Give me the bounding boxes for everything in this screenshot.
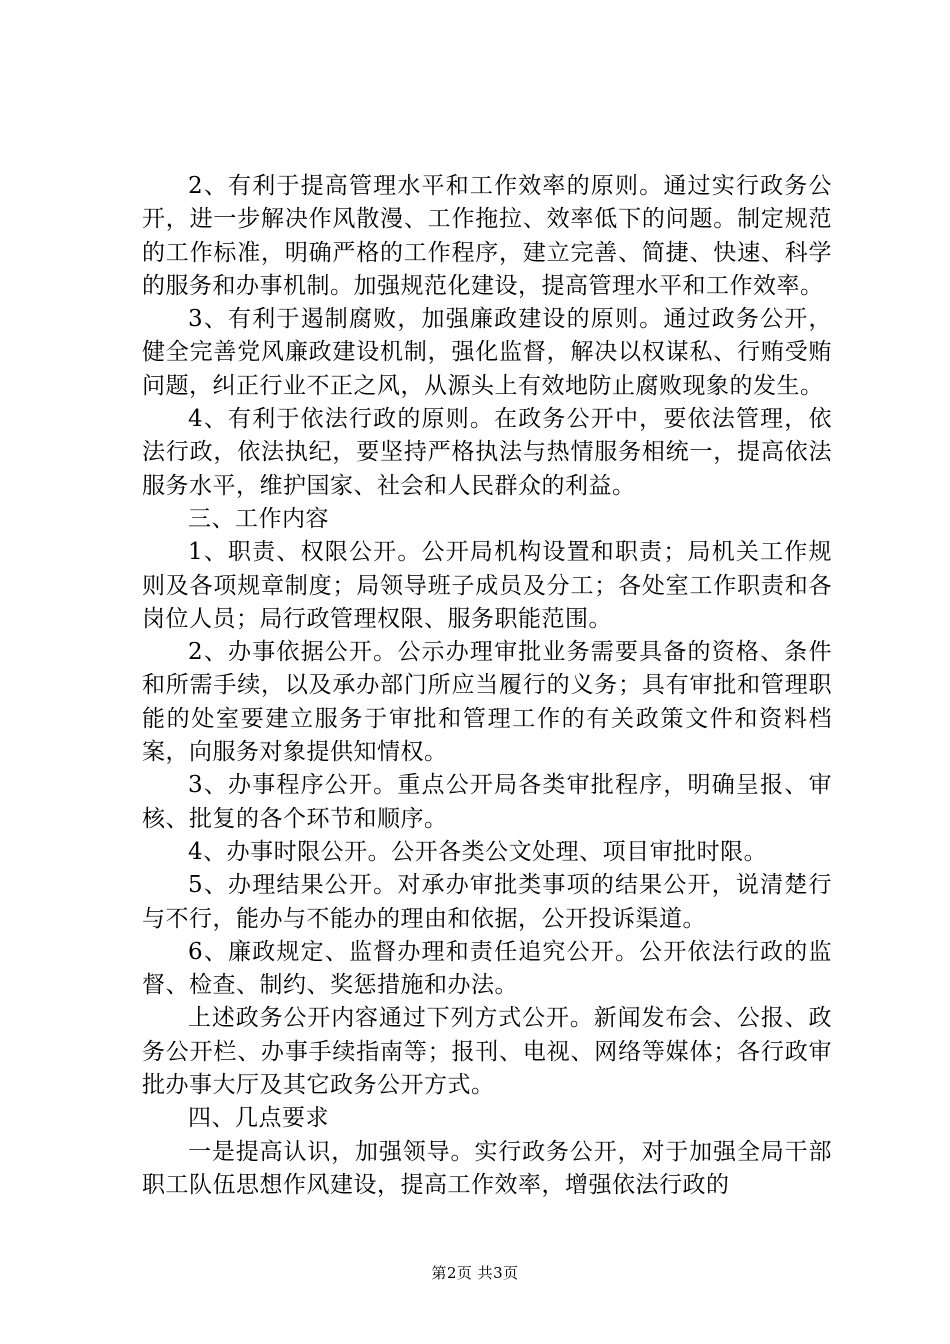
- section-heading-work-content: 三、工作内容: [188, 505, 329, 532]
- section-heading-requirements: 四、几点要求: [188, 1105, 329, 1132]
- paragraph-content-1: 1、职责、权限公开。公开局机构设置和职责；局机关工作规则及各项规章制度；局领导班子成员及分工；各处室工作职责和各岗位人员；局行政管理权限、服务职能范围。: [142, 539, 832, 632]
- paragraph-requirement-1: 一是提高认识，加强领导。实行政务公开，对于加强全局干部职工队伍思想作风建设，提高工作效率，增强依法行政的: [142, 1138, 832, 1198]
- page-number-footer: 第2页 共3页: [431, 1264, 519, 1282]
- paragraph-content-3: 3、办事程序公开。重点公开局各类审批程序，明确呈报、审核、批复的各个环节和顺序。: [142, 772, 832, 832]
- paragraph-content-2: 2、办事依据公开。公示办理审批业务需要具备的资格、条件和所需手续，以及承办部门所应当履行的义务；具有审批和管理职能的处室要建立服务于审批和管理工作的有关政策文件和资料档案，向服务对象提供知情权。: [142, 639, 832, 766]
- paragraph-content-5: 5、办理结果公开。对承办审批类事项的结果公开，说清楚行与不行，能办与不能办的理由和依据，公开投诉渠道。: [142, 872, 832, 932]
- document-body: [142, 170, 832, 1202]
- paragraph-principle-4: 4、有利于依法行政的原则。在政务公开中，要依法管理，依法行政，依法执纪，要坚持严格执法与热情服务相统一，提高依法服务水平，维护国家、社会和人民群众的利益。: [142, 406, 832, 499]
- paragraph-principle-2: 2、有利于提高管理水平和工作效率的原则。通过实行政务公开，进一步解决作风散漫、工作拖拉、效率低下的问题。制定规范的工作标准，明确严格的工作程序，建立完善、简捷、快速、科学的服务和办事机制。加强规范化建设，提高管理水平和工作效率。: [142, 173, 832, 299]
- paragraph-principle-3: 3、有利于遏制腐败，加强廉政建设的原则。通过政务公开，健全完善党风廉政建设机制，强化监督，解决以权谋私、行贿受贿问题，纠正行业不正之风，从源头上有效地防止腐败现象的发生。: [142, 306, 832, 399]
- paragraph-disclosure-methods: 上述政务公开内容通过下列方式公开。新闻发布会、公报、政务公开栏、办事手续指南等；报刊、电视、网络等媒体；各行政审批办事大厅及其它政务公开方式。: [142, 1005, 832, 1099]
- paragraph-content-4: 4、办事时限公开。公开各类公文处理、项目审批时限。: [188, 838, 768, 865]
- paragraph-content-6: 6、廉政规定、监督办理和责任追究公开。公开依法行政的监督、检查、制约、奖惩措施和办法。: [142, 938, 832, 999]
